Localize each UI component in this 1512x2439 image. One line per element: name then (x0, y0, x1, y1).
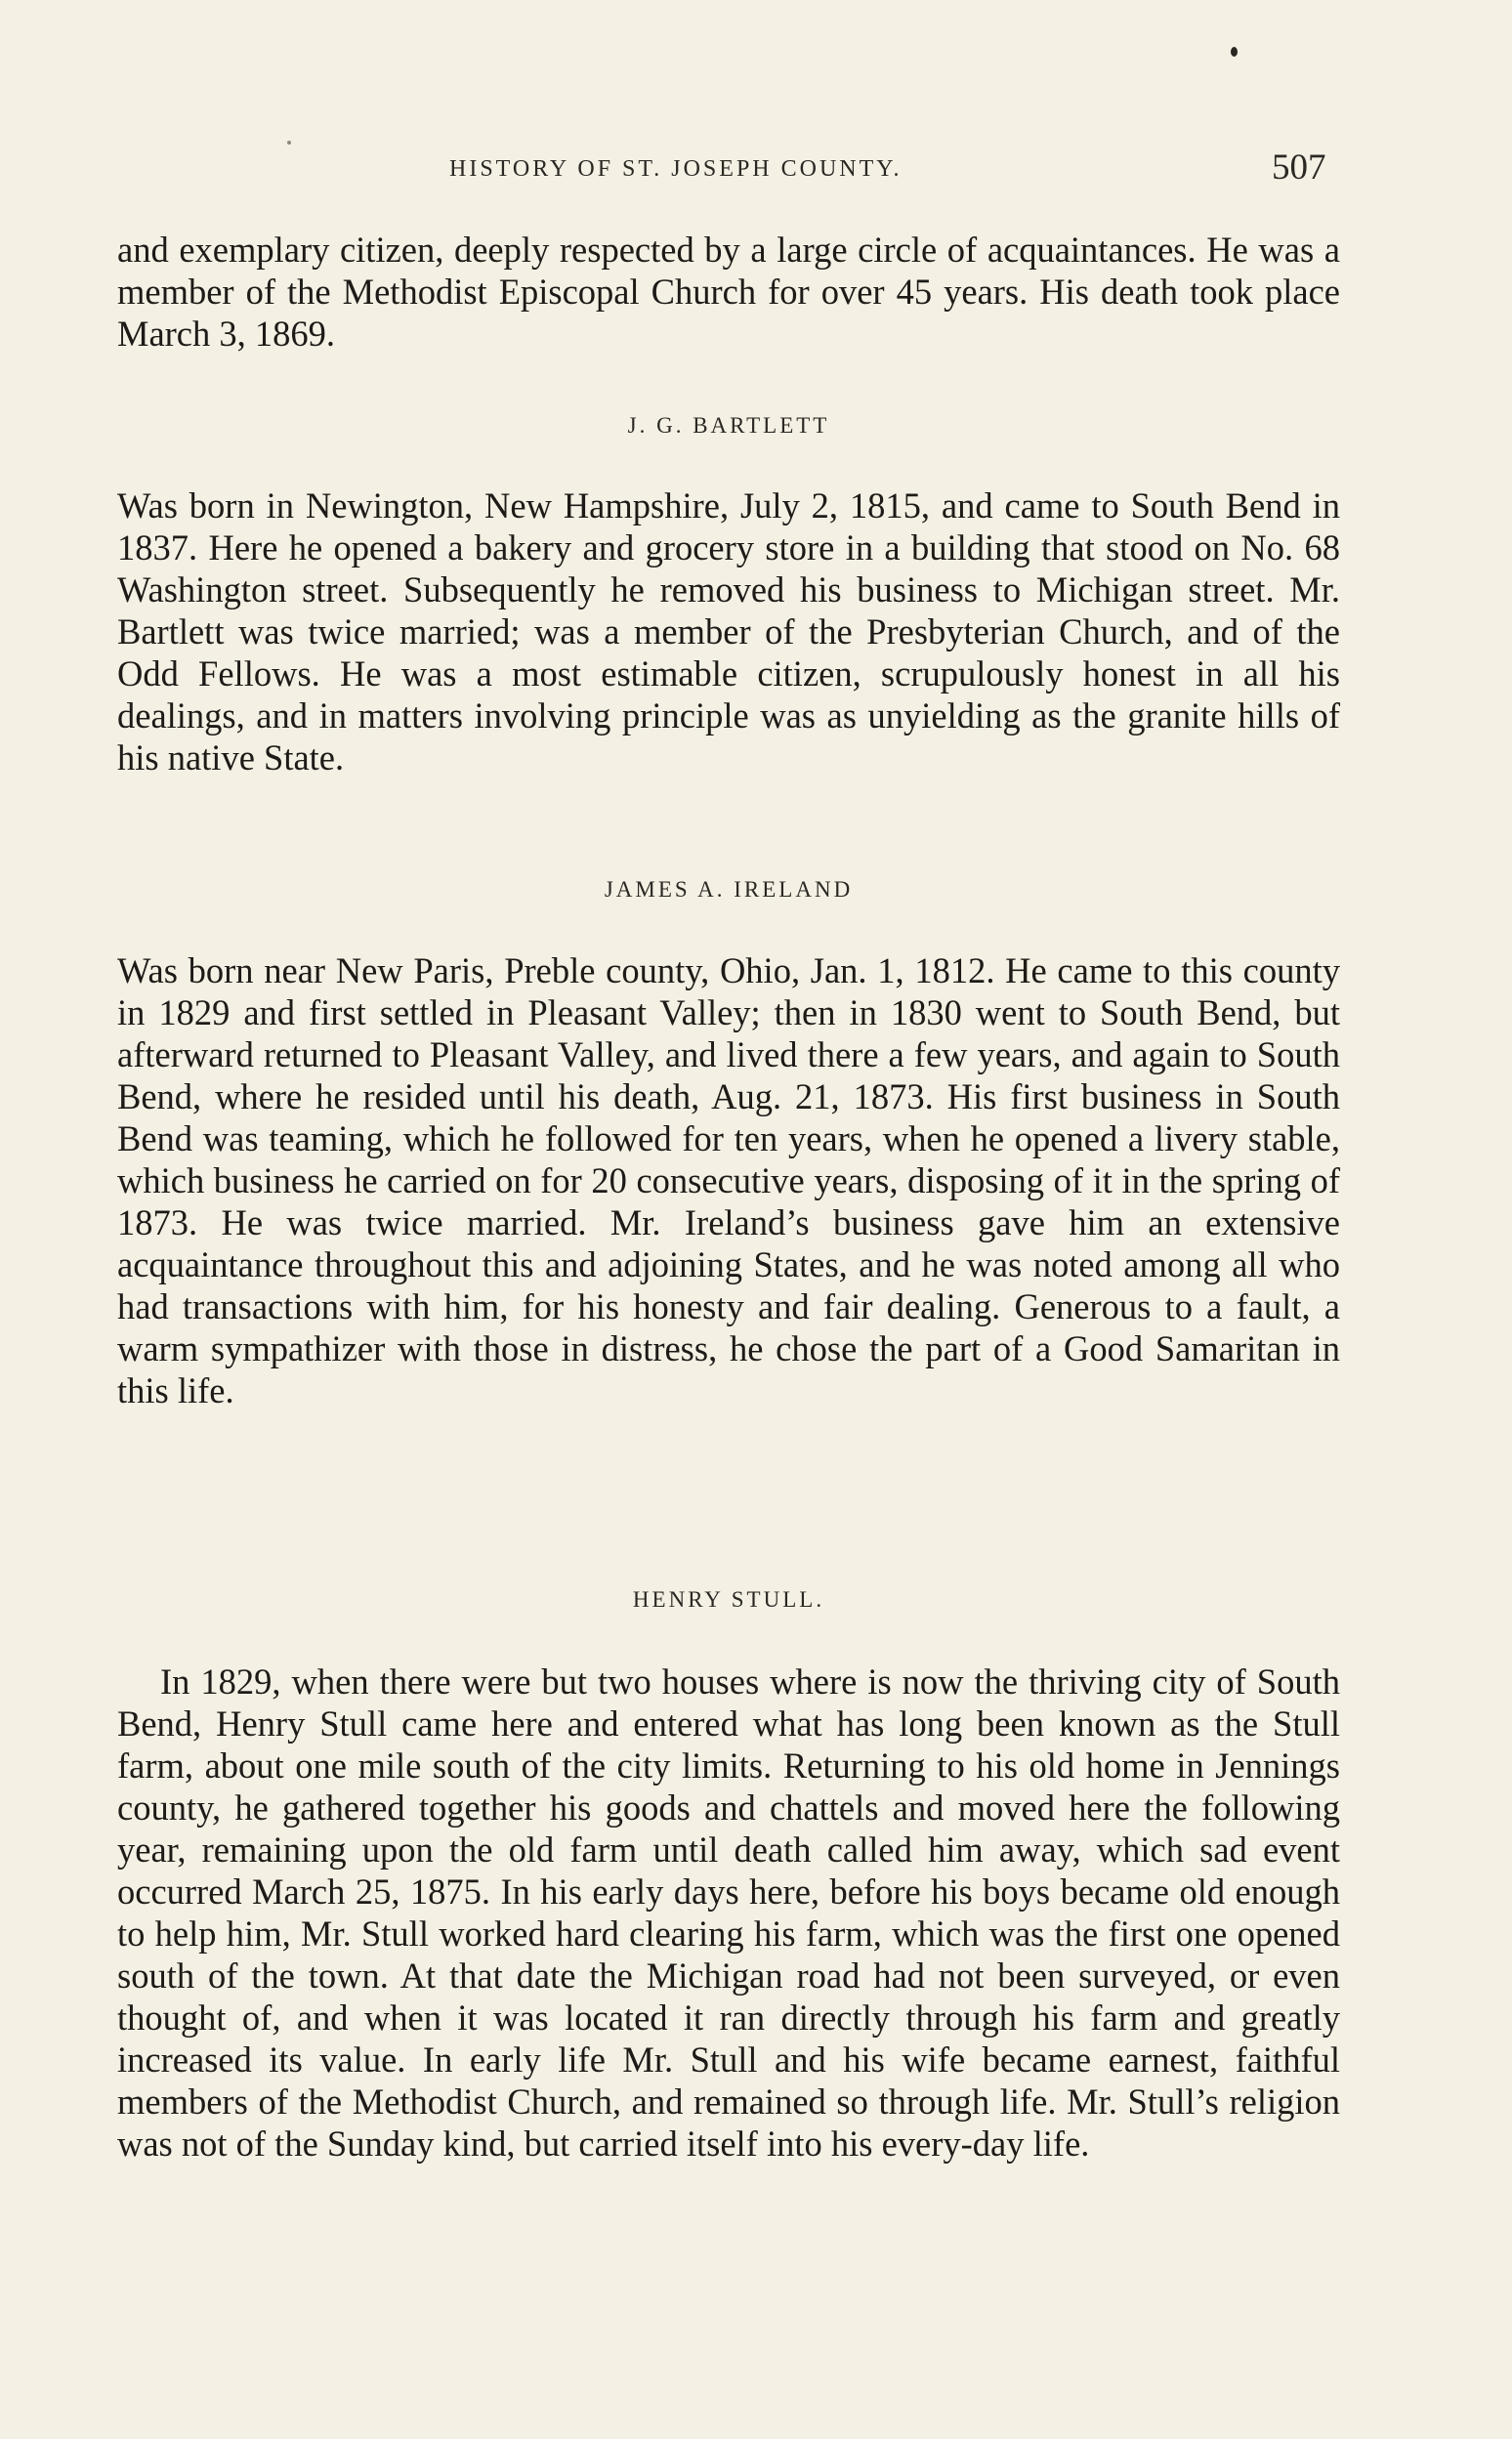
section-continuation (117, 229, 1340, 355)
running-head: HISTORY OF ST. JOSEPH COUNTY. (449, 156, 903, 182)
ink-speck (1231, 47, 1238, 57)
section-heading-stull: HENRY STULL. (632, 1587, 825, 1612)
section-ireland (117, 949, 1340, 1411)
paragraph: Was born in Newington, New Hampshire, July 2, 1815, and came to South Bend in 1837. Here he opened a bakery and grocery store in a building that stood on No. 68 Washington street. Subsequently he removed his business to Michigan street. Mr. Bartlett was twice married; was a member of the Presbyterian Church, and of the Odd Fellows. He was a most estimable citizen, scrupulously honest in all his dealings, and in matters involving principle was as unyielding as the granite hills of his native State. (117, 485, 1340, 778)
paragraph: Was born near New Paris, Preble county, Ohio, Jan. 1, 1812. He came to this county in 1829 and first settled in Pleasant Valley; then in 1830 went to South Bend, but afterward returned to Pleasant Valley, and lived there a few years, and again to South Bend, where he resided until his death, Aug. 21, 1873. His first business in South Bend was teaming, which he followed for ten years, when he opened a livery stable, which business he carried on for 20 consecutive years, disposing of it in the spring of 1873. He was twice married. Mr. Ireland’s business gave him an extensive acquaintance throughout this and adjoining States, and he was noted among all who had transactions with him, for his honesty and fair dealing. Generous to a fault, a warm sympathizer with those in distress, he chose the part of a Good Samaritan in this life. (117, 950, 1340, 1410)
paragraph: In 1829, when there were but two houses where is now the thriving city of South Bend, Henry Stull came here and entered what has long been known as the Stull farm, about one mile south of the city limits. Returning to his old home in Jennings county, he gathered together his goods and chattels and moved here the following year, remaining upon the old farm until death called him away, which sad event occurred March 25, 1875. In his early days here, before his boys became old enough to help him, Mr. Stull worked hard clearing his farm, which was the first one opened south of the town. At that date the Michigan road had not been surveyed, or even thought of, and when it was located it ran directly through his farm and greatly increased its value. In early life Mr. Stull and his wife became earnest, faithful members of the Methodist Church, and remained so through life. Mr. Stull’s religion was not of the Sunday kind, but carried itself into his every-day life. (117, 1661, 1340, 2164)
section-stull (117, 1661, 1340, 2165)
paragraph: and exemplary citizen, deeply respected by a large circle of acquaintances. He was a member of the Methodist Episcopal Church for over 45 years. His death took place March 3, 1869. (117, 230, 1340, 354)
page-number: 507 (1272, 147, 1326, 188)
section-heading-ireland: JAMES A. IRELAND (604, 877, 854, 902)
section-heading-bartlett: J. G. BARTLETT (627, 413, 830, 438)
ink-speck (287, 141, 291, 145)
section-bartlett (117, 484, 1340, 778)
